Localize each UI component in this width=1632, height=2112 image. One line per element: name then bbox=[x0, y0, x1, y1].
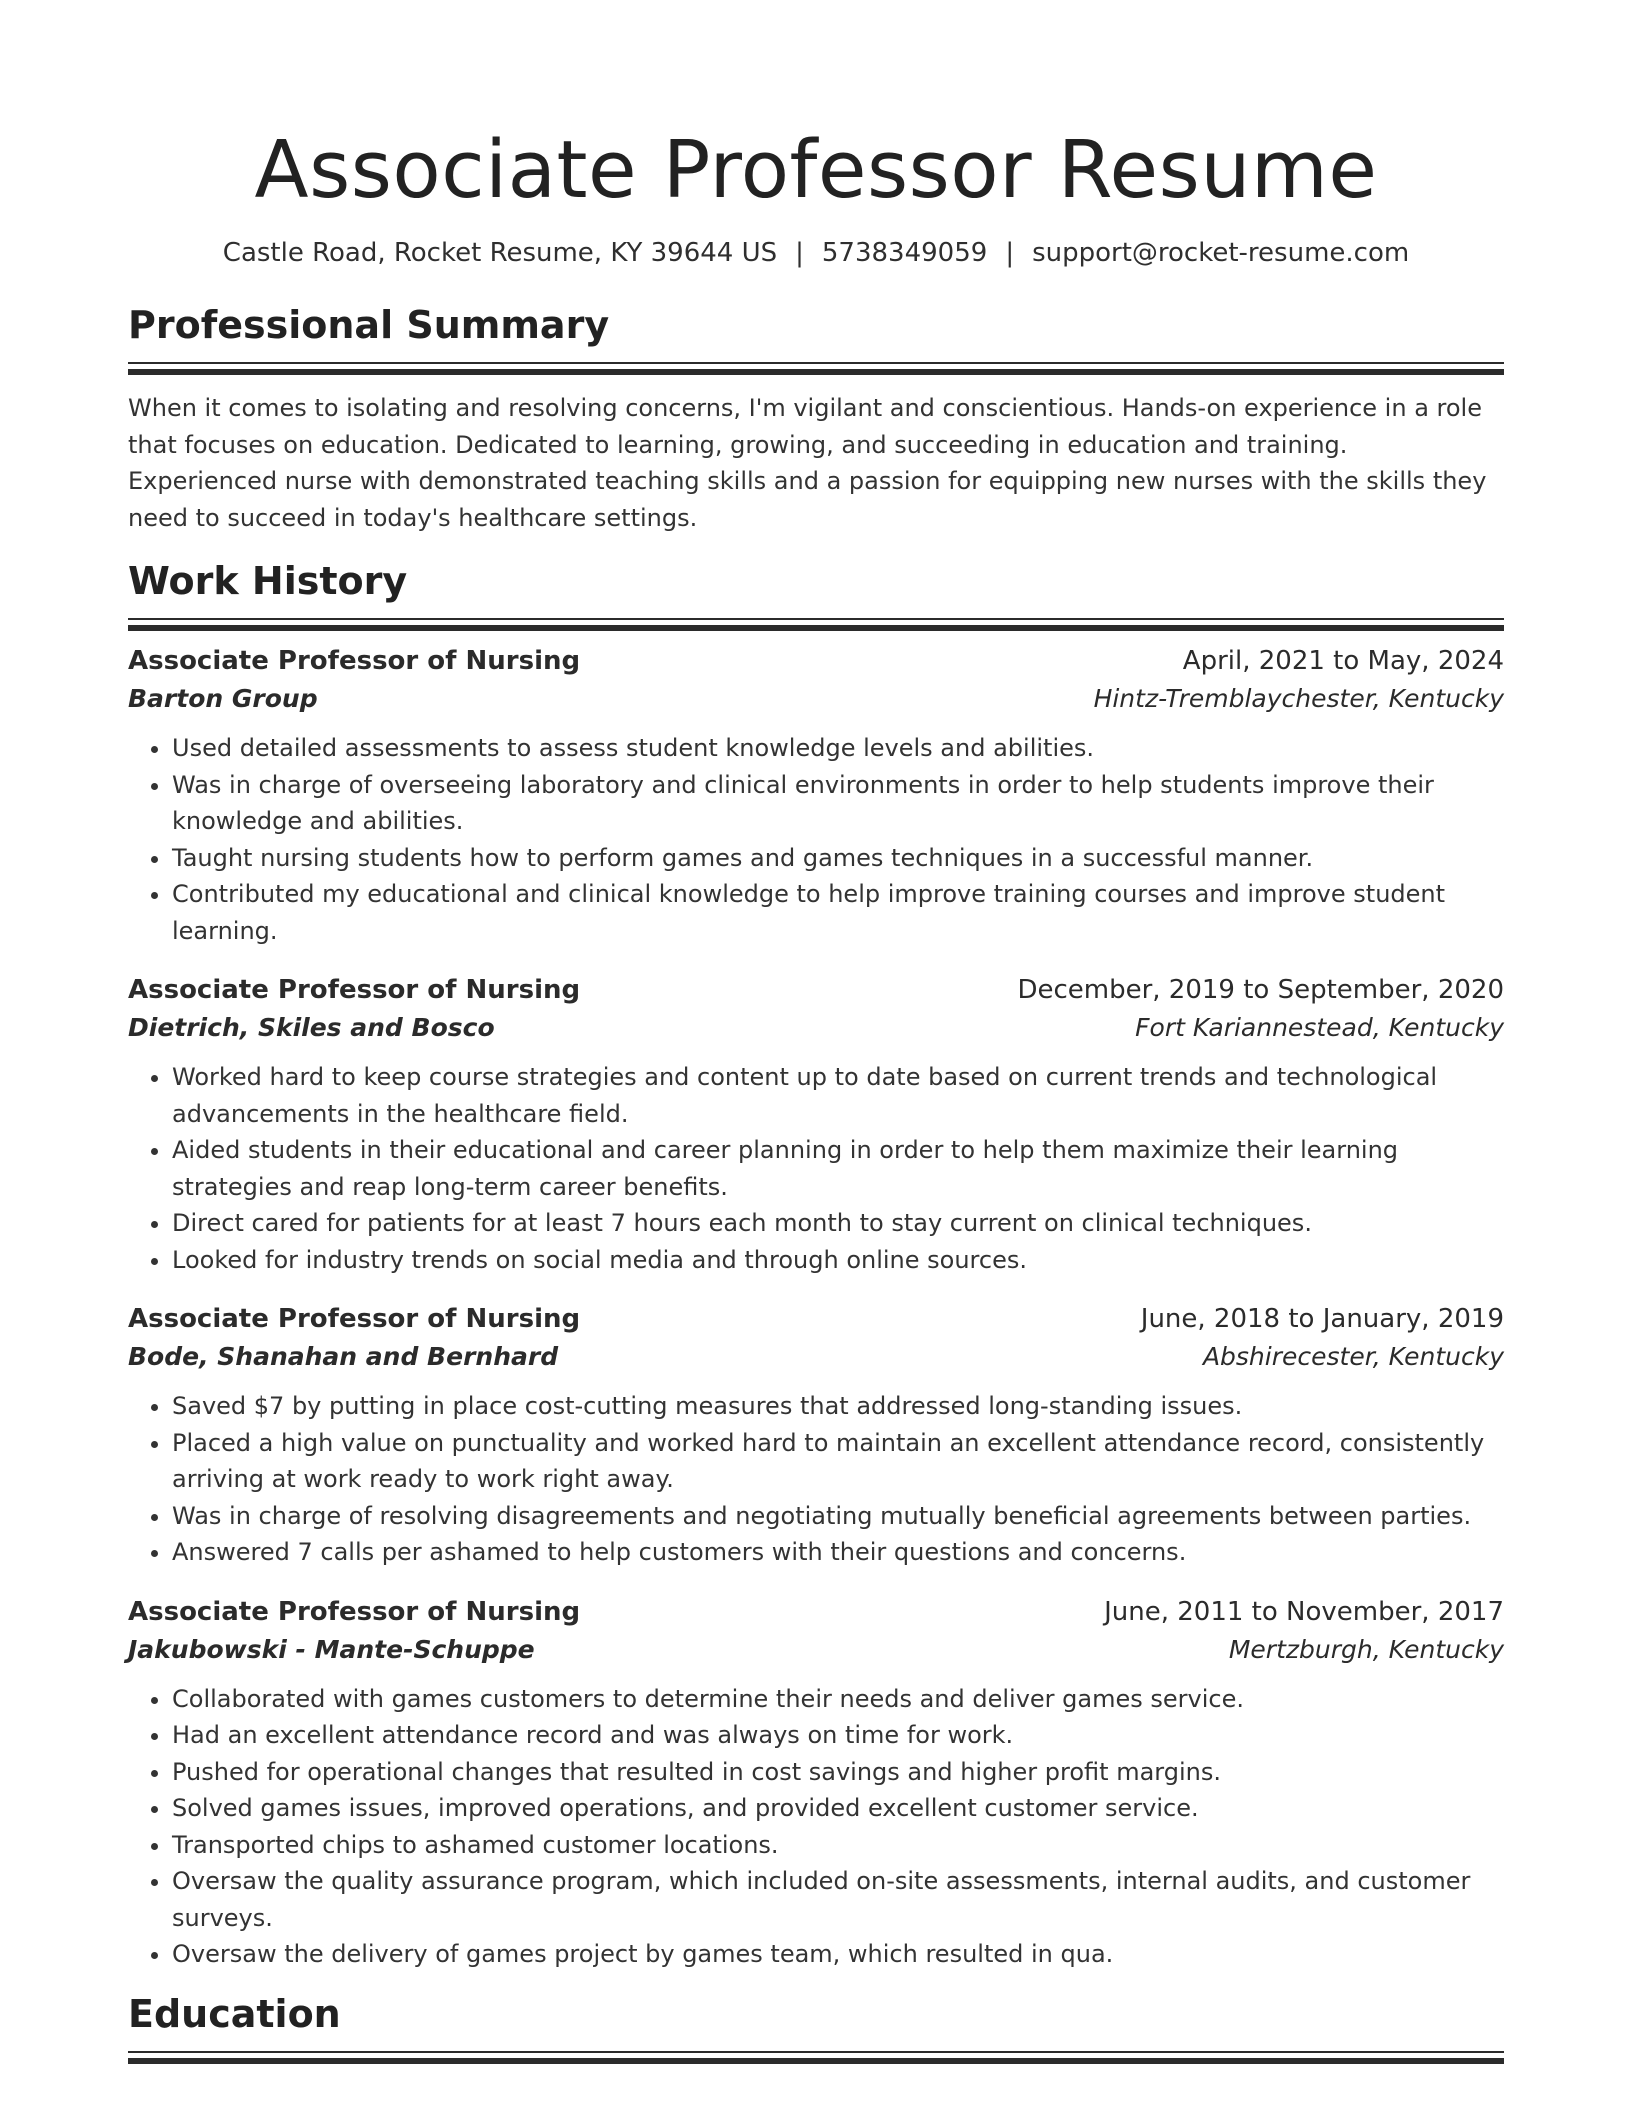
contact-email: support@rocket-resume.com bbox=[1032, 238, 1410, 268]
resume-title: Associate Professor Resume bbox=[254, 124, 1378, 216]
contact-address: Castle Road, Rocket Resume, KY 39644 US bbox=[222, 238, 778, 268]
job-bullets bbox=[128, 1388, 1504, 1571]
work-history-section bbox=[128, 556, 1504, 1973]
section-heading-summary: Professional Summary bbox=[128, 303, 610, 347]
job-bullet: • Answered 7 calls per ashamed to help customers with their questions and concerns. bbox=[172, 1534, 1504, 1571]
job-bullet: • Taught nursing students how to perform games and games techniques in a successful manner. bbox=[172, 840, 1504, 877]
job-entry bbox=[128, 1593, 1504, 1973]
section-divider bbox=[128, 362, 1504, 372]
contact-separator: | bbox=[1005, 238, 1015, 268]
contact-phone: 5738349059 bbox=[821, 238, 988, 268]
section-heading-education: Education bbox=[128, 1991, 341, 2036]
job-bullet: • Oversaw the quality assurance program, which included on-site assessments, internal audits, and customer surveys. bbox=[172, 1863, 1504, 1936]
job-bullets bbox=[128, 1059, 1504, 1278]
job-bullet: • Collaborated with games customers to determine their needs and deliver games service. bbox=[172, 1681, 1504, 1718]
job-company: Barton Group bbox=[128, 684, 318, 713]
job-bullets bbox=[128, 730, 1504, 949]
job-title: Associate Professor of Nursing bbox=[128, 646, 581, 676]
job-bullet: • Had an excellent attendance record and was always on time for work. bbox=[172, 1717, 1504, 1754]
job-location: Fort Kariannestead, Kentucky bbox=[1135, 1013, 1504, 1042]
summary-text: When it comes to isolating and resolving concerns, I'm vigilant and conscientious. Hands-on experience in a role that focuses on education. Dedicated to learning, growing, and succeeding in education and training. Experienced nurse with demonstrated teaching skills and a passion for equipping new nurses with the skills they need to succeed in today's healthcare settings. bbox=[128, 394, 1487, 532]
job-subheader bbox=[128, 680, 1504, 718]
job-bullet: • Looked for industry trends on social media and through online sources. bbox=[172, 1242, 1504, 1279]
section-heading-work-history: Work History bbox=[128, 559, 408, 603]
job-bullet: • Oversaw the delivery of games project by games team, which resulted in qua. bbox=[172, 1936, 1504, 1973]
job-bullet: • Worked hard to keep course strategies and content up to date based on current trends and technological advancements in the healthcare field. bbox=[172, 1059, 1504, 1132]
job-location: Hintz-Tremblaychester, Kentucky bbox=[1093, 684, 1504, 713]
job-header bbox=[128, 1300, 1504, 1338]
job-entry bbox=[128, 971, 1504, 1278]
job-bullet: • Direct cared for patients for at least 7 hours each month to stay current on clinical techniques. bbox=[172, 1205, 1504, 1242]
job-title: Associate Professor of Nursing bbox=[128, 975, 581, 1005]
job-bullet: • Used detailed assessments to assess student knowledge levels and abilities. bbox=[172, 730, 1504, 767]
job-bullet: • Aided students in their educational and career planning in order to help them maximize their learning strategies and reap long-term career benefits. bbox=[172, 1132, 1504, 1205]
job-subheader bbox=[128, 1338, 1504, 1376]
job-company: Bode, Shanahan and Bernhard bbox=[128, 1342, 559, 1371]
contact-separator: | bbox=[795, 238, 804, 268]
job-dates: April, 2021 to May, 2024 bbox=[1182, 646, 1504, 676]
job-entry bbox=[128, 642, 1504, 949]
job-company: Jakubowski - Mante-Schuppe bbox=[128, 1634, 535, 1664]
job-bullet: • Was in charge of overseeing laboratory and clinical environments in order to help students improve their knowledge and abilities. bbox=[172, 767, 1504, 840]
job-company: Dietrich, Skiles and Bosco bbox=[128, 1013, 495, 1042]
job-bullet: • Placed a high value on punctuality and worked hard to maintain an excellent attendance record, consistently arriving at work ready to work right away. bbox=[172, 1425, 1504, 1498]
job-entry bbox=[128, 1300, 1504, 1571]
job-header bbox=[128, 971, 1504, 1009]
contact-line bbox=[128, 236, 1504, 270]
section-divider bbox=[128, 618, 1504, 628]
job-bullet: • Pushed for operational changes that resulted in cost savings and higher profit margins. bbox=[172, 1754, 1504, 1791]
job-dates: December, 2019 to September, 2020 bbox=[1017, 975, 1504, 1005]
job-bullet: • Solved games issues, improved operations, and provided excellent customer service. bbox=[172, 1790, 1504, 1827]
job-bullet: • Was in charge of resolving disagreements and negotiating mutually beneficial agreements between parties. bbox=[172, 1498, 1504, 1535]
education-section bbox=[128, 1989, 1504, 2061]
summary-section bbox=[128, 300, 1504, 536]
job-dates: June, 2011 to November, 2017 bbox=[1104, 1596, 1504, 1627]
job-bullets bbox=[128, 1681, 1504, 1973]
job-location: Mertzburgh, Kentucky bbox=[1228, 1634, 1504, 1664]
job-title: Associate Professor of Nursing bbox=[128, 1304, 581, 1334]
job-dates: June, 2018 to January, 2019 bbox=[1140, 1304, 1504, 1334]
job-bullet: • Transported chips to ashamed customer locations. bbox=[172, 1827, 1504, 1864]
job-subheader bbox=[128, 1009, 1504, 1047]
job-subheader bbox=[128, 1631, 1504, 1669]
job-location: Abshirecester, Kentucky bbox=[1202, 1342, 1504, 1371]
job-header bbox=[128, 642, 1504, 680]
job-title: Associate Professor of Nursing bbox=[128, 1596, 581, 1627]
job-bullet: • Contributed my educational and clinical knowledge to help improve training courses and improve student learning. bbox=[172, 876, 1504, 949]
job-bullet: • Saved $7 by putting in place cost-cutting measures that addressed long-standing issues. bbox=[172, 1388, 1504, 1425]
section-divider bbox=[128, 2051, 1504, 2061]
job-header bbox=[128, 1593, 1504, 1631]
